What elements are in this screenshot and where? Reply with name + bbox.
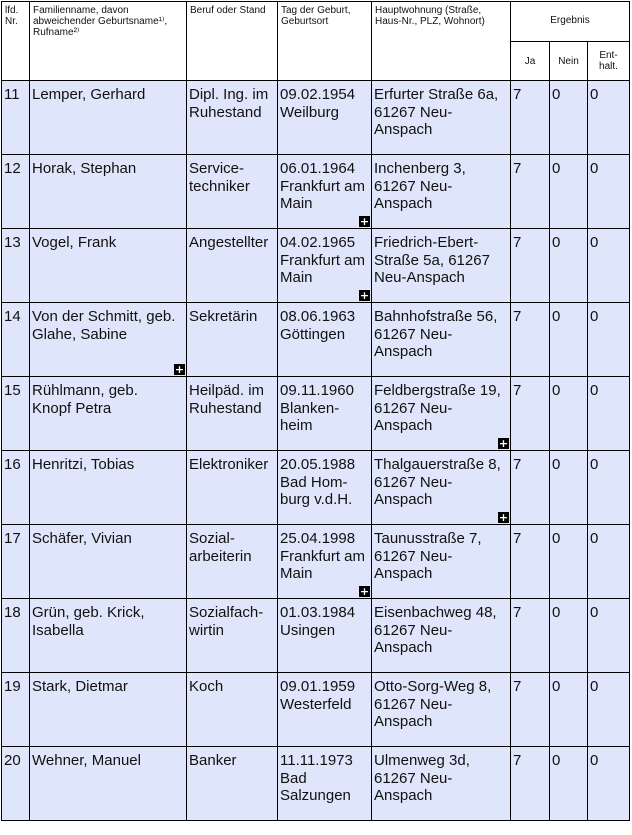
ja-text: 7 [513,530,522,547]
name-text: Stark, Dietmar [32,678,128,695]
enthalt-text: 0 [590,530,599,547]
cell-nr [2,303,30,377]
cell-beruf [187,747,278,821]
table-row [2,303,630,377]
geburt-text: 01.03.1984 Usingen [280,604,356,639]
cell-ja [511,229,550,303]
nr-text: 19 [4,678,21,695]
cell-name [30,599,187,673]
beruf-text: Sekretärin [189,308,258,325]
nr-text: 13 [4,234,21,251]
nein-text: 0 [552,160,561,177]
cell-beruf [187,377,278,451]
cell-wohnung [372,377,511,451]
cell-nein [550,599,588,673]
cell-wohnung [372,747,511,821]
wohnung-text: Feldbergstraße 19, 61267 Neu- Anspach [374,382,501,434]
enthalt-text: 0 [590,678,599,695]
cell-enthalt [588,673,630,747]
enthalt-text: 0 [590,160,599,177]
cell-nein [550,303,588,377]
nr-text: 15 [4,382,21,399]
cell-wohnung [372,81,511,155]
cell-beruf [187,155,278,229]
cell-nr [2,229,30,303]
cell-wohnung [372,303,511,377]
cell-beruf [187,81,278,155]
cell-geburt [278,229,372,303]
cell-name [30,525,187,599]
header-nr: lfd. Nr. [2,2,30,81]
cell-nr [2,673,30,747]
header-ergebnis: Ergebnis [511,2,630,42]
nr-text: 20 [4,752,21,769]
cell-beruf [187,673,278,747]
cell-ja [511,525,550,599]
nein-text: 0 [552,382,561,399]
ballot-results-table [1,1,630,821]
beruf-text: Angestellter [189,234,269,251]
cell-beruf [187,599,278,673]
nein-text: 0 [552,308,561,325]
cell-ja [511,155,550,229]
cell-nr [2,377,30,451]
cell-wohnung [372,599,511,673]
name-text: Grün, geb. Krick, Isabella [32,604,145,639]
cell-ja [511,81,550,155]
cell-geburt [278,599,372,673]
table-row [2,377,630,451]
nr-text: 12 [4,160,21,177]
ja-text: 7 [513,752,522,769]
cell-nein [550,451,588,525]
cell-enthalt [588,747,630,821]
name-text: Lemper, Gerhard [32,86,146,103]
cell-nr [2,155,30,229]
header-geburt: Tag der Geburt, Geburtsort [278,2,372,81]
wohnung-text: Taunusstraße 7, 61267 Neu- Anspach [374,530,482,582]
cell-geburt [278,377,372,451]
header-name: Familienname, davon abweichender Geburtsname¹⁾, Rufname²⁾ [30,2,187,81]
ja-text: 7 [513,382,522,399]
geburt-text: 20.05.1988 Bad Hom- burg v.d.H. [280,456,356,508]
table-row [2,673,630,747]
expand-plus-icon[interactable]: + [359,585,370,598]
name-text: Wehner, Manuel [32,752,141,769]
cell-name [30,81,187,155]
header-ja: Ja [511,42,550,81]
name-text: Rühlmann, geb. Knopf Petra [32,382,138,417]
beruf-text: Elektroniker [189,456,269,473]
cell-beruf [187,303,278,377]
cell-ja [511,377,550,451]
cell-name [30,155,187,229]
cell-nein [550,747,588,821]
cell-nr [2,747,30,821]
name-text: Schäfer, Vivian [32,530,132,547]
wohnung-text: Bahnhofstraße 56, 61267 Neu- Anspach [374,308,498,360]
enthalt-text: 0 [590,456,599,473]
cell-beruf [187,525,278,599]
nr-text: 17 [4,530,21,547]
expand-plus-icon[interactable]: + [498,511,509,524]
header-beruf: Beruf oder Stand [187,2,278,81]
cell-geburt [278,81,372,155]
geburt-text: 04.02.1965 Frankfurt am Main [280,234,366,286]
cell-beruf [187,229,278,303]
cell-ja [511,673,550,747]
enthalt-text: 0 [590,604,599,621]
enthalt-text: 0 [590,86,599,103]
table-row [2,229,630,303]
name-text: Von der Schmitt, geb. Glahe, Sabine [32,308,176,343]
table-row [2,525,630,599]
wohnung-text: Eisenbachweg 48, 61267 Neu- Anspach [374,604,497,656]
beruf-text: Heilpäd. im Ruhestand [189,382,265,417]
cell-nr [2,81,30,155]
cell-ja [511,747,550,821]
cell-wohnung [372,525,511,599]
beruf-text: Dipl. Ing. im Ruhestand [189,86,269,121]
cell-geburt [278,303,372,377]
table-row [2,599,630,673]
nein-text: 0 [552,752,561,769]
cell-nein [550,155,588,229]
table-row [2,81,630,155]
expand-plus-icon[interactable]: + [359,215,370,228]
cell-wohnung [372,673,511,747]
cell-enthalt [588,451,630,525]
cell-geburt [278,155,372,229]
cell-nein [550,81,588,155]
nr-text: 18 [4,604,21,621]
beruf-text: Banker [189,752,237,769]
cell-wohnung [372,155,511,229]
wohnung-text: Friedrich-Ebert- Straße 5a, 61267 Neu-Anspach [374,234,490,286]
enthalt-text: 0 [590,234,599,251]
name-text: Vogel, Frank [32,234,117,251]
nein-text: 0 [552,234,561,251]
wohnung-text: Thalgauerstraße 8, 61267 Neu- Anspach [374,456,501,508]
geburt-text: 06.01.1964 Frankfurt am Main [280,160,366,212]
ja-text: 7 [513,160,522,177]
ja-text: 7 [513,86,522,103]
cell-enthalt [588,303,630,377]
geburt-text: 25.04.1998 Frankfurt am Main [280,530,366,582]
beruf-text: Koch [189,678,224,695]
cell-nein [550,377,588,451]
enthalt-text: 0 [590,308,599,325]
header-enthalt: Ent- halt. [588,42,630,81]
beruf-text: Service- techniker [189,160,250,195]
ja-text: 7 [513,456,522,473]
header-wohnung: Hauptwohnung (Straße, Haus-Nr., PLZ, Wohnort) [372,2,511,81]
nein-text: 0 [552,530,561,547]
nein-text: 0 [552,456,561,473]
wohnung-text: Ulmenweg 3d, 61267 Neu- Anspach [374,752,470,804]
cell-geburt [278,451,372,525]
geburt-text: 09.02.1954 Weilburg [280,86,356,121]
nr-text: 11 [4,86,20,103]
ja-text: 7 [513,308,522,325]
cell-beruf [187,451,278,525]
header-nein: Nein [550,42,588,81]
expand-plus-icon[interactable]: + [174,363,185,376]
geburt-text: 11.11.1973 Bad Salzungen [280,752,353,804]
geburt-text: 08.06.1963 Göttingen [280,308,356,343]
cell-nein [550,229,588,303]
cell-nr [2,599,30,673]
expand-plus-icon[interactable]: + [498,437,509,450]
enthalt-text: 0 [590,752,599,769]
cell-ja [511,303,550,377]
expand-plus-icon[interactable]: + [359,289,370,302]
wohnung-text: Erfurter Straße 6a, 61267 Neu- Anspach [374,86,499,138]
table-row [2,747,630,821]
cell-name [30,229,187,303]
wohnung-text: Otto-Sorg-Weg 8, 61267 Neu- Anspach [374,678,492,730]
ja-text: 7 [513,604,522,621]
nein-text: 0 [552,678,561,695]
cell-name [30,303,187,377]
cell-wohnung [372,229,511,303]
cell-enthalt [588,81,630,155]
ja-text: 7 [513,234,522,251]
cell-geburt [278,525,372,599]
geburt-text: 09.01.1959 Westerfeld [280,678,356,713]
beruf-text: Sozial- arbeiterin [189,530,252,565]
cell-enthalt [588,377,630,451]
nein-text: 0 [552,604,561,621]
cell-nein [550,673,588,747]
cell-ja [511,451,550,525]
cell-geburt [278,747,372,821]
cell-enthalt [588,155,630,229]
name-text: Henritzi, Tobias [32,456,135,473]
cell-nein [550,525,588,599]
table-row [2,451,630,525]
cell-name [30,673,187,747]
wohnung-text: Inchenberg 3, 61267 Neu- Anspach [374,160,466,212]
nr-text: 16 [4,456,21,473]
cell-geburt [278,673,372,747]
cell-wohnung [372,451,511,525]
cell-nr [2,451,30,525]
cell-ja [511,599,550,673]
ja-text: 7 [513,678,522,695]
cell-name [30,377,187,451]
nr-text: 14 [4,308,21,325]
cell-nr [2,525,30,599]
cell-name [30,451,187,525]
cell-enthalt [588,599,630,673]
enthalt-text: 0 [590,382,599,399]
table-row [2,155,630,229]
geburt-text: 09.11.1960 Blanken- heim [280,382,354,434]
cell-name [30,747,187,821]
name-text: Horak, Stephan [32,160,137,177]
nein-text: 0 [552,86,561,103]
beruf-text: Sozialfach- wirtin [189,604,264,639]
cell-enthalt [588,525,630,599]
cell-enthalt [588,229,630,303]
